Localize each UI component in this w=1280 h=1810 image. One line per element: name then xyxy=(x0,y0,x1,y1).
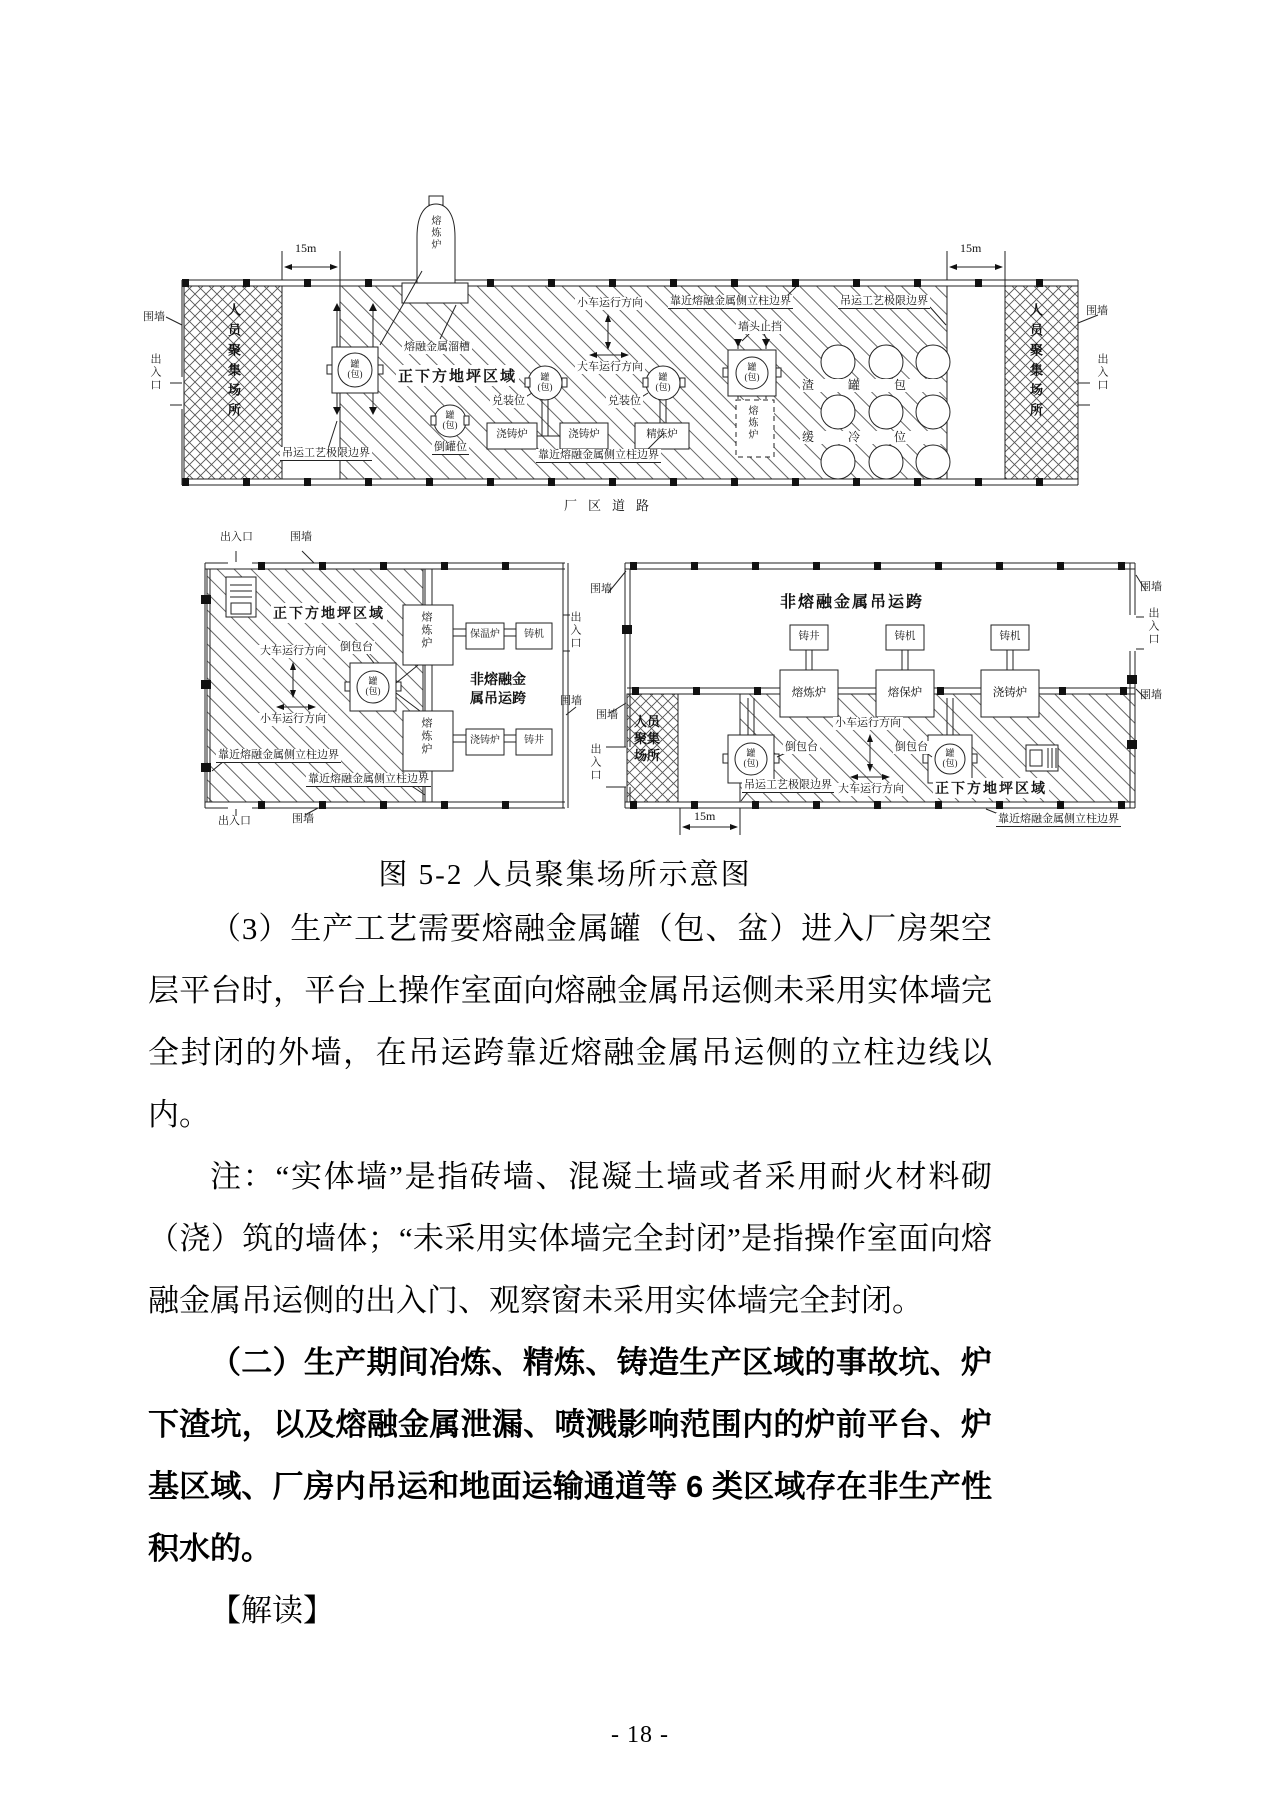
crane-direction-label: 大车运行方向 xyxy=(260,645,326,657)
ladle-label: 罐 (包) xyxy=(744,362,760,382)
paragraph-section-2: （二）生产期间冶炼、精炼、铸造生产区域的事故坑、炉下渣坑，以及熔融金属泄漏、喷溅影响范围内的炉前平台、炉基区域、厂房内吊运和地面运输通道等 6 类区域存在非生产性积水的。 xyxy=(148,1345,992,1566)
entrance-label: 出入口 xyxy=(149,353,161,392)
wall-label: 围墙 xyxy=(143,311,165,323)
casting-well-label: 铸井 xyxy=(524,735,544,746)
gathering-area-label: 人员聚集场所 xyxy=(633,714,660,763)
paragraph-note: 注：“实体墙”是指砖墙、混凝土墙或者采用耐火材料砌（浇）筑的墙体；“未采用实体墙完全封闭”是指操作室面向熔融金属吊运侧的出入门、观察窗未采用实体墙完全封闭。 xyxy=(148,1159,992,1318)
melting-furnace-label: 熔炼炉 xyxy=(746,405,757,441)
non-molten-bay-title: 非熔融金属吊运跨 xyxy=(780,594,925,611)
melt-holding-furnace-label: 熔保炉 xyxy=(887,687,923,699)
melting-furnace-label: 熔炼炉 xyxy=(791,687,827,699)
wall-label: 围墙 xyxy=(596,709,618,721)
casting-machine-label: 铸机 xyxy=(524,629,544,640)
slag-ladle-label: 渣罐包 xyxy=(802,378,941,392)
dimension-15m: 15m xyxy=(960,241,982,255)
holding-furnace-label: 保温炉 xyxy=(470,629,500,640)
pouring-furnace-label: 浇铸炉 xyxy=(992,687,1028,699)
wall-label: 围墙 xyxy=(290,531,312,543)
column-boundary-label: 靠近熔融金属侧立柱边界 xyxy=(308,773,429,785)
wall-label: 围墙 xyxy=(1140,581,1162,593)
filling-position-label: 兑装位 xyxy=(608,395,641,407)
trolley-direction-label: 小车运行方向 xyxy=(577,297,643,309)
melting-furnace-label: 熔炼炉 xyxy=(429,215,440,251)
entrance-label: 出入口 xyxy=(569,611,581,650)
crane-direction-label: 大车运行方向 xyxy=(838,783,904,795)
pouring-furnace-label: 浇铸炉 xyxy=(496,429,528,440)
wall-label: 围墙 xyxy=(1086,305,1108,317)
ladle-label: 罐 (包) xyxy=(743,748,759,768)
page-number: - 18 - xyxy=(611,1722,669,1748)
wall-label: 围墙 xyxy=(590,583,612,595)
cooling-position-label: 缓冷位 xyxy=(802,430,941,444)
dump-table-label: 倒包台 xyxy=(785,741,818,753)
refining-furnace-label: 精炼炉 xyxy=(646,429,678,440)
gathering-area-label: 人员聚集场所 xyxy=(226,303,241,423)
gathering-area-label: 人员聚集场所 xyxy=(1028,303,1043,423)
melting-furnace-label: 熔炼炉 xyxy=(420,611,432,650)
body-text xyxy=(148,898,992,1642)
crane-limit-label: 吊运工艺极限边界 xyxy=(840,295,928,307)
non-molten-bay-label: 非熔融金属吊运跨 xyxy=(470,673,526,707)
filling-position-label: 兑装位 xyxy=(492,395,525,407)
floor-zone-label: 正下方地坪区域 xyxy=(271,603,387,623)
column-boundary-label: 靠近熔融金属侧立柱边界 xyxy=(538,449,659,461)
floor-zone-label: 正下方地坪区域 xyxy=(933,778,1049,798)
ladle-label: 罐 (包) xyxy=(655,372,671,392)
trolley-direction-label: 小车运行方向 xyxy=(835,717,901,729)
entrance-label: 出入口 xyxy=(1147,607,1159,646)
pouring-furnace-label: 浇铸炉 xyxy=(568,429,600,440)
crane-direction-label: 大车运行方向 xyxy=(577,361,643,373)
paragraph-3: （3）生产工艺需要熔融金属罐（包、盆）进入厂房架空层平台时，平台上操作室面向熔融金属吊运侧未采用实体墙完全封闭的外墙，在吊运跨靠近熔融金属吊运侧的立柱边线以内。 xyxy=(148,911,992,1132)
paragraph-jiedu: 【解读】 xyxy=(210,1593,334,1628)
figure-5-2 xyxy=(140,195,1180,850)
ladle-label: 罐 (包) xyxy=(365,676,381,696)
crane-limit-label: 吊运工艺极限边界 xyxy=(282,447,370,459)
ladle-label: 罐 (包) xyxy=(347,359,363,379)
entrance-label: 出入口 xyxy=(220,531,253,543)
figure-caption: 图 5-2 人员聚集场所示意图 xyxy=(378,859,752,891)
wall-label: 围墙 xyxy=(292,813,314,825)
dump-table-label: 倒包台 xyxy=(895,741,928,753)
trolley-direction-label: 小车运行方向 xyxy=(260,713,326,725)
column-boundary-label: 靠近熔融金属侧立柱边界 xyxy=(218,749,339,761)
ladle-label: 罐 (包) xyxy=(942,748,958,768)
entrance-label: 出入口 xyxy=(218,815,251,827)
entrance-label: 出入口 xyxy=(1096,353,1108,392)
crane-limit-label: 吊运工艺极限边界 xyxy=(744,779,832,791)
dump-position-label: 倒罐位 xyxy=(434,441,467,453)
ladle-label: 罐 (包) xyxy=(537,372,553,392)
casting-machine-label: 铸机 xyxy=(894,631,916,642)
ladle-label: 罐 (包) xyxy=(442,410,458,430)
wall-stop-label: 墙头止挡 xyxy=(738,321,782,333)
dump-table-label: 倒包台 xyxy=(340,641,373,653)
factory-road-label: 厂区道路 xyxy=(564,498,661,513)
entrance-label: 出入口 xyxy=(589,743,601,782)
melting-furnace-label: 熔炼炉 xyxy=(420,717,432,756)
column-boundary-label: 靠近熔融金属侧立柱边界 xyxy=(998,813,1119,825)
column-boundary-label: 靠近熔融金属侧立柱边界 xyxy=(670,295,791,307)
wall-label: 围墙 xyxy=(1140,689,1162,701)
pouring-furnace-label: 浇铸炉 xyxy=(470,735,500,746)
wall-label: 围墙 xyxy=(560,695,582,707)
casting-machine-label: 铸机 xyxy=(999,631,1021,642)
dimension-15m: 15m xyxy=(295,241,317,255)
chute-label: 熔融金属溜槽 xyxy=(404,341,470,353)
floor-zone-label: 正下方地坪区域 xyxy=(396,365,519,386)
dimension-15m: 15m xyxy=(694,809,716,823)
casting-well-label: 铸井 xyxy=(798,631,820,642)
